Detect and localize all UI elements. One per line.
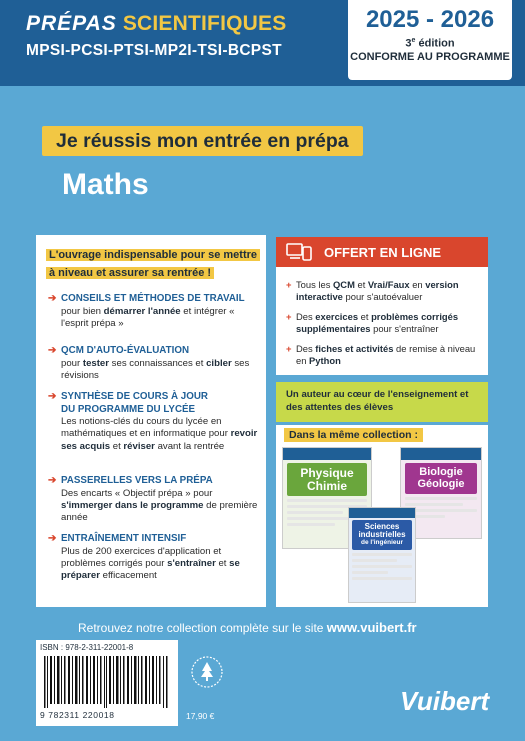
plus-icon: +	[286, 311, 292, 322]
book-title-panel	[405, 463, 477, 494]
edition-num: 3	[405, 37, 412, 50]
page-title: Maths	[62, 168, 149, 201]
feature-text: Des encarts « Objectif prépa » pour	[61, 487, 213, 499]
online-bold: fiches et activités	[315, 343, 394, 354]
feature-qcm	[48, 345, 260, 382]
online-text: de remise à niveau en	[296, 343, 476, 366]
intro	[46, 245, 258, 281]
arrow-icon: ➔	[48, 293, 57, 304]
online-bold: problèmes corrigés supplémentaires	[296, 311, 459, 334]
feature-text: et intégrer « l'esprit prépa »	[61, 305, 235, 329]
online-box	[276, 237, 488, 375]
edition-conformity: CONFORME AU PROGRAMME	[350, 50, 510, 63]
online-title: OFFERT EN LIGNE	[324, 244, 441, 260]
feature-conseils	[48, 293, 260, 330]
book-title: Chimie	[306, 478, 347, 493]
online-text: pour s'autoévaluer	[342, 290, 423, 302]
feature-heading: QCM D'AUTO-ÉVALUATION	[61, 345, 190, 356]
feature-bold: s'entraîner	[167, 557, 216, 569]
feature-passerelles	[48, 475, 260, 524]
subtitle-banner	[42, 126, 363, 156]
feature-bold: s'immerger dans le programme	[61, 499, 204, 511]
author-box	[276, 382, 488, 422]
plus-icon: +	[286, 279, 292, 290]
feature-bold: tester	[82, 357, 110, 369]
book-title: Sciences	[364, 522, 400, 531]
book-title-panel	[352, 520, 412, 550]
online-bold: Vrai/Faux	[367, 279, 410, 290]
collection-heading: Dans la même collection :	[284, 428, 423, 442]
online-text: en	[409, 279, 426, 290]
intro-text: L'ouvrage indispensable pour se mettre à niveau et assurer sa rentrée !	[46, 249, 260, 279]
feature-heading: SYNTHÈSE DE COURS À JOUR	[61, 391, 208, 402]
isbn: ISBN : 978-2-311-22001-8	[40, 643, 134, 652]
plus-icon: +	[286, 343, 292, 354]
feature-text: Plus de 200 exercices d'application et problèmes corrigés pour	[61, 545, 222, 569]
edition-sup: e	[411, 37, 416, 44]
devices-icon	[286, 243, 312, 261]
features-box	[36, 235, 266, 607]
feature-heading: ENTRAÎNEMENT INTENSIF	[61, 533, 187, 544]
book-band	[349, 508, 415, 518]
feature-heading: CONSEILS ET MÉTHODES DE TRAVAIL	[61, 293, 245, 304]
online-item	[286, 311, 480, 335]
feature-entrainement	[48, 533, 260, 582]
book-sciences-industrielles	[348, 507, 416, 603]
online-bold: Python	[309, 354, 341, 366]
author-text: Un auteur au cœur de l'enseignement et des attentes des élèves	[286, 389, 469, 413]
feature-bold: réviser	[123, 440, 155, 452]
edition-word: édition	[415, 37, 455, 50]
feature-heading: DU PROGRAMME DU LYCÉE	[61, 403, 196, 415]
arrow-icon: ➔	[48, 475, 57, 486]
book-title: de l'ingénieur	[361, 538, 403, 546]
feature-bold: se préparer	[61, 557, 240, 582]
filieres: MPSI-PCSI-PTSI-MP2I-TSI-BCPST	[26, 42, 282, 59]
arrow-icon: ➔	[48, 345, 57, 356]
barcode-number: 9 782311 220018	[40, 710, 115, 720]
feature-text: ses révisions	[61, 357, 250, 381]
feature-text: et	[215, 557, 230, 569]
subtitle: Je réussis mon entrée en prépa	[56, 129, 349, 152]
eco-label-icon	[190, 655, 224, 689]
series-brand	[26, 12, 286, 36]
feature-text: de première année	[61, 499, 258, 524]
isbn-box	[36, 640, 178, 726]
feature-text: avant la rentrée	[154, 440, 225, 452]
website-link[interactable]: www.vuibert.fr	[326, 620, 417, 635]
feature-text: pour bien	[61, 305, 104, 317]
online-text: et	[354, 279, 368, 290]
barcode-icon	[42, 656, 170, 708]
book-title: industrielles	[358, 530, 406, 540]
online-bold: exercices	[315, 311, 359, 322]
book-band	[401, 448, 481, 460]
edition-year: 2025 - 2026	[365, 6, 495, 33]
arrow-icon: ➔	[48, 533, 57, 544]
edition-box	[348, 0, 512, 80]
price: 17,90 €	[186, 711, 215, 721]
feature-bold: cibler	[206, 357, 232, 369]
brand-prepas: PRÉPAS	[26, 12, 117, 35]
online-text: Tous les	[296, 279, 333, 290]
online-text: Des	[296, 343, 316, 354]
publisher-logo: Vuibert	[400, 686, 490, 716]
feature-text: pour	[61, 357, 83, 369]
feature-text: et	[110, 440, 124, 452]
collection-box	[276, 425, 488, 607]
feature-synthese	[48, 391, 260, 453]
feature-text: efficacement	[99, 570, 157, 582]
online-header	[276, 237, 488, 267]
online-item	[286, 343, 480, 367]
online-bold: version interactive	[296, 279, 459, 302]
online-bold: QCM	[333, 279, 355, 290]
brand-scientifiques: SCIENTIFIQUES	[122, 12, 287, 35]
book-body	[349, 518, 415, 585]
feature-bold: démarrer l'année	[103, 305, 181, 317]
feature-text: Les notions-clés du cours du lycée en mathématiques et en informatique pour	[61, 416, 231, 440]
book-title: Physique	[300, 466, 354, 480]
book-title: Biologie	[419, 466, 463, 478]
book-title: Géologie	[417, 477, 465, 490]
feature-heading: PASSERELLES VERS LA PRÉPA	[61, 475, 213, 486]
online-text: Des	[296, 311, 316, 322]
online-text: et	[358, 311, 372, 322]
online-item	[286, 279, 480, 303]
feature-text: ses connaissances et	[109, 357, 207, 369]
website-text: Retrouvez notre collection complète sur le site	[78, 621, 327, 635]
book-band	[283, 448, 371, 460]
feature-bold: revoir ses acquis	[61, 428, 258, 452]
book-lines	[352, 553, 412, 580]
arrow-icon: ➔	[48, 391, 57, 402]
book-title-panel	[287, 463, 367, 496]
website-line	[78, 620, 417, 635]
edition-number	[348, 34, 512, 51]
online-text: pour s'entraîner	[370, 322, 439, 334]
